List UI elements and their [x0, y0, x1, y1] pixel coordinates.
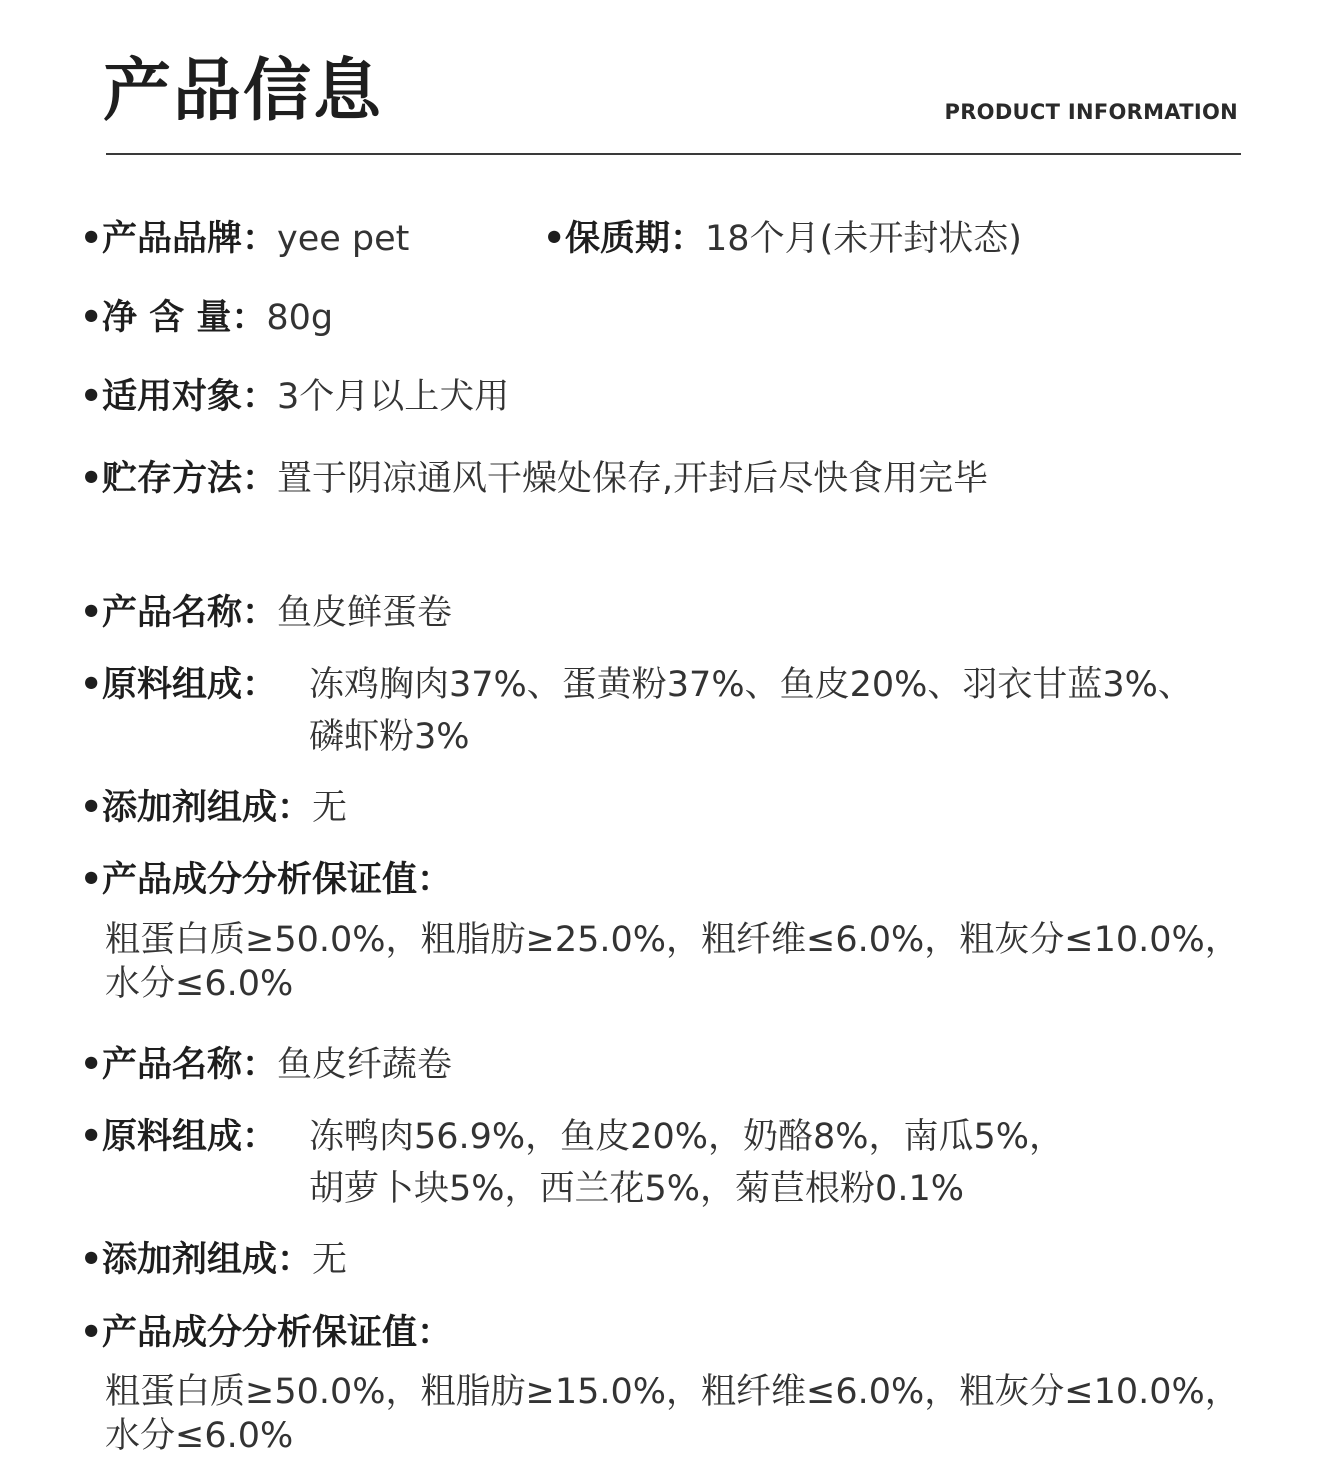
colon: ：	[231, 298, 267, 338]
bullet-marker: •	[80, 1117, 103, 1157]
product2-analysis-label: 产品成分分析保证值	[102, 1313, 418, 1353]
storage-label: 贮存方法	[102, 459, 243, 499]
product1-analysis-line1: 粗蛋白质≥50.0%，粗脂肪≥25.0%，粗纤维≤6.0%，粗灰分≤10.0%，	[105, 920, 1240, 960]
storage-row	[80, 458, 988, 500]
product1-ingredients-row	[80, 664, 277, 706]
product2-analysis-line1: 粗蛋白质≥50.0%，粗脂肪≥15.0%，粗纤维≤6.0%，粗灰分≤10.0%，	[105, 1372, 1240, 1412]
colon: ：	[242, 1045, 278, 1085]
bullet-marker: •	[80, 298, 103, 338]
product1-ingredients-value	[309, 659, 1193, 763]
product1-ingredients-line1: 冻鸡胸肉37%、蛋黄粉37%、鱼皮20%、羽衣甘蓝3%、	[309, 665, 1193, 705]
product1-analysis-line2: 水分≤6.0%	[105, 964, 294, 1004]
bullet-marker: •	[80, 593, 103, 633]
bullet-marker: •	[80, 665, 103, 705]
colon: ：	[277, 788, 313, 828]
colon: ：	[242, 377, 278, 417]
net-weight-label: 净 含 量	[102, 298, 232, 338]
bullet-marker: •	[80, 377, 103, 417]
colon: ：	[242, 665, 278, 705]
bullet-marker: •	[80, 219, 103, 259]
page-title: 产品信息	[103, 52, 384, 131]
product2-ingredients-label: 原料组成	[102, 1117, 243, 1157]
bullet-marker: •	[80, 788, 103, 828]
header-divider	[106, 153, 1241, 155]
colon: ：	[417, 1313, 453, 1353]
product2-name-label: 产品名称	[102, 1045, 243, 1085]
product1-ingredients-label: 原料组成	[102, 665, 243, 705]
product2-ingredients-value	[309, 1111, 1064, 1215]
product1-name-row	[80, 592, 452, 634]
product2-additives-value: 无	[312, 1240, 348, 1280]
product2-ingredients-row	[80, 1116, 277, 1158]
net-weight-row	[80, 297, 333, 339]
product1-name-value: 鱼皮鲜蛋卷	[277, 593, 453, 633]
colon: ：	[242, 593, 278, 633]
product1-analysis-row	[80, 859, 452, 901]
colon: ：	[417, 860, 453, 900]
colon: ：	[277, 1240, 313, 1280]
product2-analysis-line2: 水分≤6.0%	[105, 1416, 294, 1456]
brand-row	[80, 218, 409, 260]
product2-name-value: 鱼皮纤蔬卷	[277, 1045, 453, 1085]
product2-additives-row	[80, 1239, 347, 1281]
bullet-marker: •	[543, 219, 566, 259]
product1-additives-value: 无	[312, 788, 348, 828]
shelf-life-row	[543, 218, 1022, 260]
product2-analysis-row	[80, 1312, 452, 1354]
product1-analysis-value	[105, 918, 1240, 1006]
colon: ：	[242, 1117, 278, 1157]
product1-name-label: 产品名称	[102, 593, 243, 633]
product2-additives-label: 添加剂组成	[102, 1240, 278, 1280]
colon: ：	[670, 219, 706, 259]
colon: ：	[242, 219, 278, 259]
bullet-marker: •	[80, 459, 103, 499]
product2-ingredients-line1: 冻鸭肉56.9%，鱼皮20%，奶酪8%，南瓜5%，	[309, 1117, 1065, 1157]
product1-ingredients-line2: 磷虾粉3%	[309, 717, 470, 757]
product1-additives-label: 添加剂组成	[102, 788, 278, 828]
product2-name-row	[80, 1044, 452, 1086]
bullet-marker: •	[80, 1240, 103, 1280]
colon: ：	[242, 459, 278, 499]
product1-additives-row	[80, 787, 347, 829]
net-weight-value: 80g	[266, 298, 334, 338]
target-label: 适用对象	[102, 377, 243, 417]
bullet-marker: •	[80, 1045, 103, 1085]
storage-value: 置于阴凉通风干燥处保存,开封后尽快食用完毕	[277, 459, 989, 499]
target-row	[80, 376, 509, 418]
page-subtitle: PRODUCT INFORMATION	[944, 100, 1238, 124]
brand-value: yee pet	[277, 219, 410, 259]
product2-analysis-value	[105, 1370, 1240, 1458]
shelf-life-label: 保质期	[565, 219, 671, 259]
target-value: 3个月以上犬用	[277, 377, 510, 417]
bullet-marker: •	[80, 860, 103, 900]
bullet-marker: •	[80, 1313, 103, 1353]
product1-analysis-label: 产品成分分析保证值	[102, 860, 418, 900]
shelf-life-value: 18个月(未开封状态)	[705, 219, 1022, 259]
brand-label: 产品品牌	[102, 219, 243, 259]
product2-ingredients-line2: 胡萝卜块5%，西兰花5%，菊苣根粉0.1%	[309, 1169, 964, 1209]
